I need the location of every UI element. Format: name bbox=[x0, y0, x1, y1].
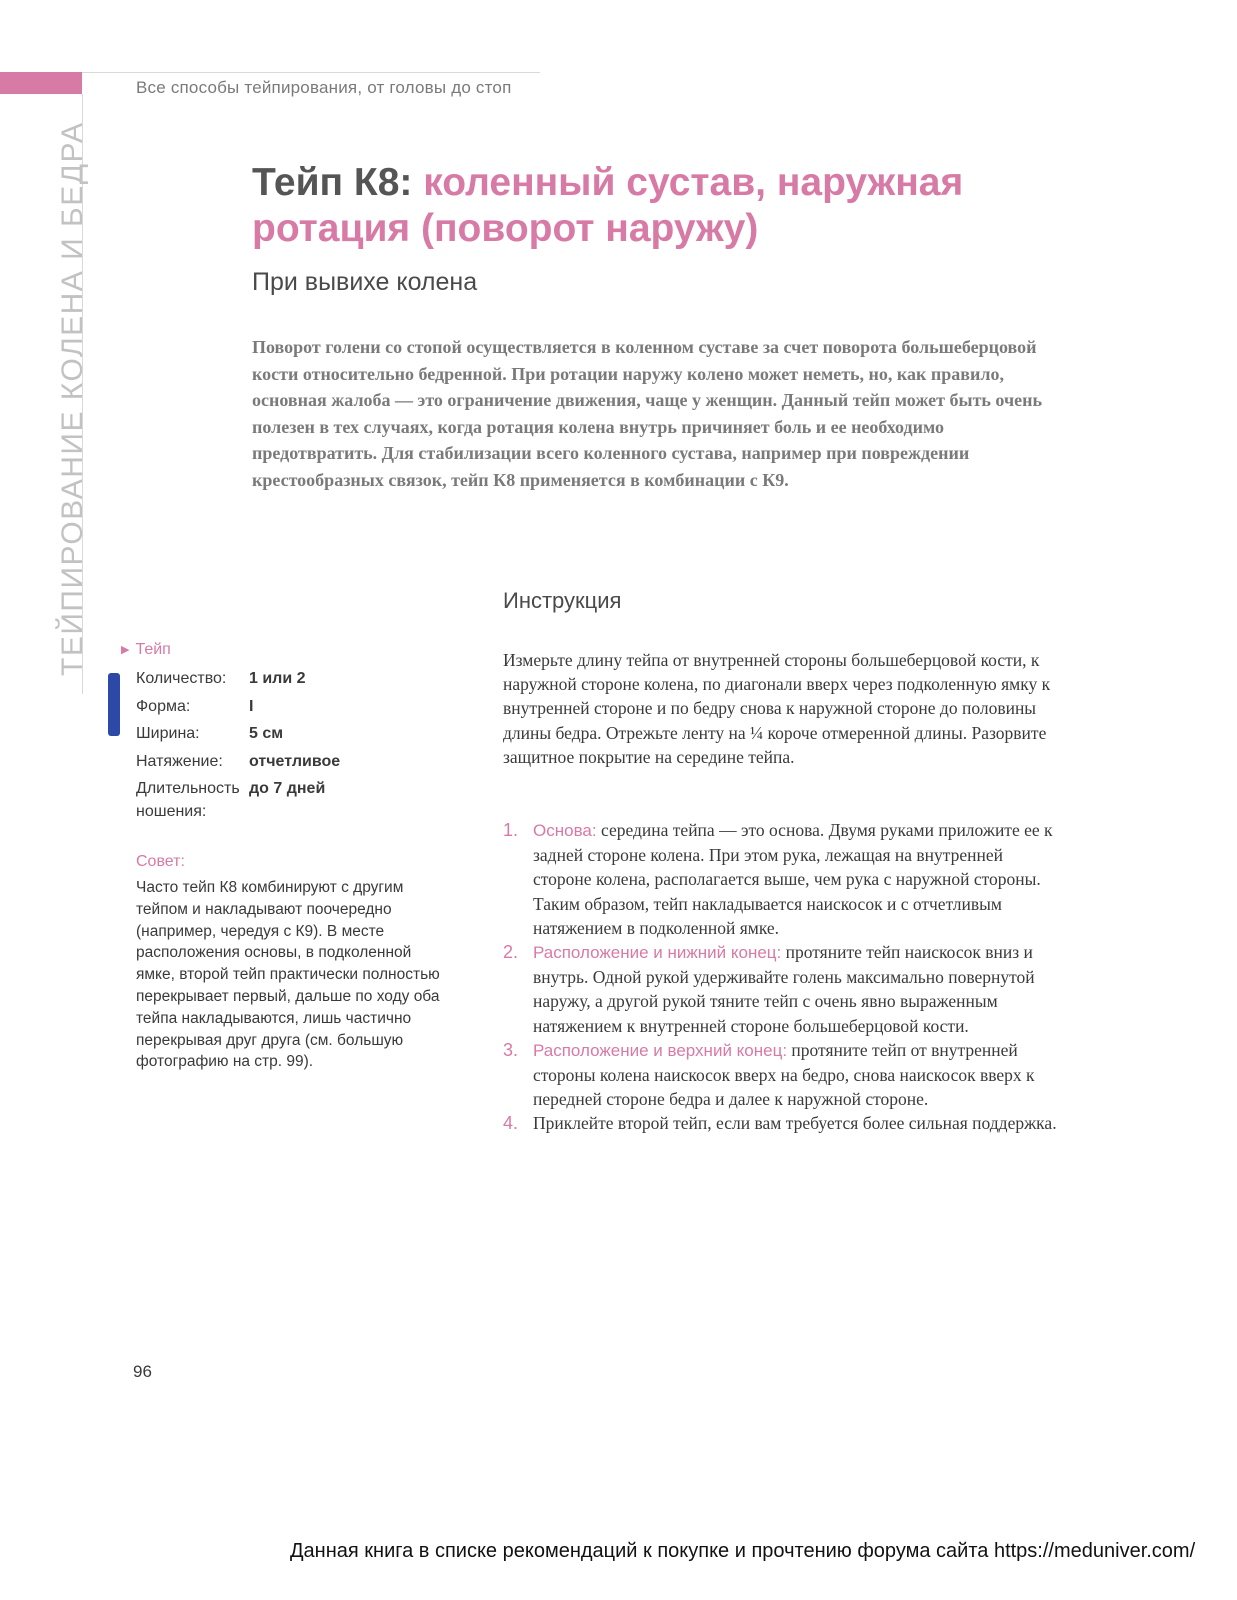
spec-row bbox=[136, 750, 466, 773]
spec-value: I bbox=[249, 697, 254, 715]
step-number: 2. bbox=[503, 942, 519, 963]
triangle-bullet-icon: ▶ bbox=[121, 644, 130, 656]
header-accent-bar bbox=[0, 72, 82, 94]
step-label: Расположение и нижний конец: bbox=[533, 943, 782, 963]
step-number: 1. bbox=[503, 820, 519, 840]
step-number: 3. bbox=[503, 1039, 519, 1060]
tip-text: Часто тейп К8 комбинируют с другим тейпом и накладывают поочередно (например, чередуя с К9). В месте расположения основы, в подколенной ямке, второй тейп практически полностью перекрывает первый, дальше по ходу оба тейпа накладываются, лишь частично перекрывая друг друга (см. большую фотографию на стр. 99). bbox=[136, 879, 440, 1071]
page-title bbox=[252, 160, 1012, 252]
instruction-steps bbox=[503, 818, 1063, 1136]
step-text: протяните тейп от внутренней стороны колена наискосок вверх на бедро, снова наискосок вверх к передней стороне бедра и далее к наружной стороне. bbox=[533, 1039, 1035, 1110]
side-section-title: ТЕЙПИРОВАНИЕ КОЛЕНА И БЕДРА bbox=[56, 121, 89, 676]
list-item bbox=[503, 1038, 1063, 1112]
tape-heading-label: Тейп bbox=[135, 641, 171, 658]
instructions-heading: Инструкция bbox=[503, 588, 622, 613]
spec-value: отчетливое bbox=[249, 752, 341, 770]
list-item bbox=[503, 940, 1063, 1038]
step-text: Приклейте второй тейп, если вам требуется более сильная поддержка. bbox=[533, 1113, 1057, 1134]
page-number: 96 bbox=[133, 1362, 152, 1381]
intro-paragraph: Поворот голени со стопой осуществляется в коленном суставе за счет поворота большеберцовой кости относительно бедренной. При ротации наружу колено может неметь, но, как правило, основная жалоба — это ограничение движения, чаще у женщин. Данный тейп может быть очень полезен в тех случаях, когда ротация колена внутрь причиняет боль и ее необходимо предотвратить. Для стабилизации всего коленного сустава, например при повреждении крестообразных связок, тейп К8 применяется в комбинации с К9. bbox=[252, 337, 1042, 490]
spec-value: 5 см bbox=[249, 725, 284, 742]
step-text: середина тейпа — это основа. Двумя руками приложите ее к задней стороне колена. При этом рука, лежащая на внутренней стороне колена, располагается выше, чем рука с наружной стороны. Таким образом, тейп накладывается наискосок и с отчетливым натяжением в подколенной ямке. bbox=[533, 820, 1053, 938]
title-prefix: Тейп К8: bbox=[252, 161, 413, 204]
footer-note: Данная книга в списке рекомендаций к покупке и прочтению форума сайта https://meduniver.com/ bbox=[290, 1540, 1196, 1562]
step-label: Основа: bbox=[533, 821, 597, 840]
tip-heading: Совет: bbox=[136, 853, 185, 870]
spec-value: 1 или 2 bbox=[249, 670, 306, 687]
spec-label: Ширина: bbox=[136, 725, 200, 742]
tape-heading bbox=[121, 641, 171, 659]
spec-row bbox=[136, 722, 466, 745]
spec-label: Натяжение: bbox=[136, 752, 223, 770]
blue-marker-bar bbox=[108, 673, 120, 736]
spec-row bbox=[136, 695, 466, 718]
header-rule bbox=[82, 72, 540, 73]
step-text: протяните тейп наискосок вниз и внутрь. Одной рукой удерживайте голень максимально повернутой наружу, а другой рукой тяните тейп с очень явно выраженным натяжением к внутренней стороне большеберцовой кости. bbox=[533, 942, 1035, 1036]
step-label: Расположение и верхний конец: bbox=[533, 1040, 788, 1060]
spec-value: до 7 дней bbox=[249, 780, 326, 797]
running-head: Все способы тейпирования, от головы до стоп bbox=[136, 78, 512, 97]
tape-specs bbox=[136, 667, 466, 828]
list-item bbox=[503, 1111, 1063, 1135]
spec-label: Количество: bbox=[136, 670, 227, 687]
spec-row bbox=[136, 667, 466, 690]
list-item bbox=[503, 818, 1063, 940]
spec-row bbox=[136, 777, 466, 823]
step-number: 4. bbox=[503, 1113, 519, 1134]
page-subtitle: При вывихе колена bbox=[252, 268, 478, 296]
instructions-text: Измерьте длину тейпа от внутренней стороны большеберцовой кости, к наружной стороне колена, по диагонали вверх через подколенную ямку к внутренней стороне и по бедру снова к наружной стороне до половины длины бедра. Отрежьте ленту на ¼ короче отмеренной длины. Разорвите защитное покрытие на середине тейпа. bbox=[503, 650, 1051, 767]
spec-label: Форма: bbox=[136, 697, 191, 715]
spec-label: Длительность ношения: bbox=[136, 780, 240, 820]
title-accent: коленный сустав, наружная ротация (поворот наружу) bbox=[252, 161, 964, 250]
